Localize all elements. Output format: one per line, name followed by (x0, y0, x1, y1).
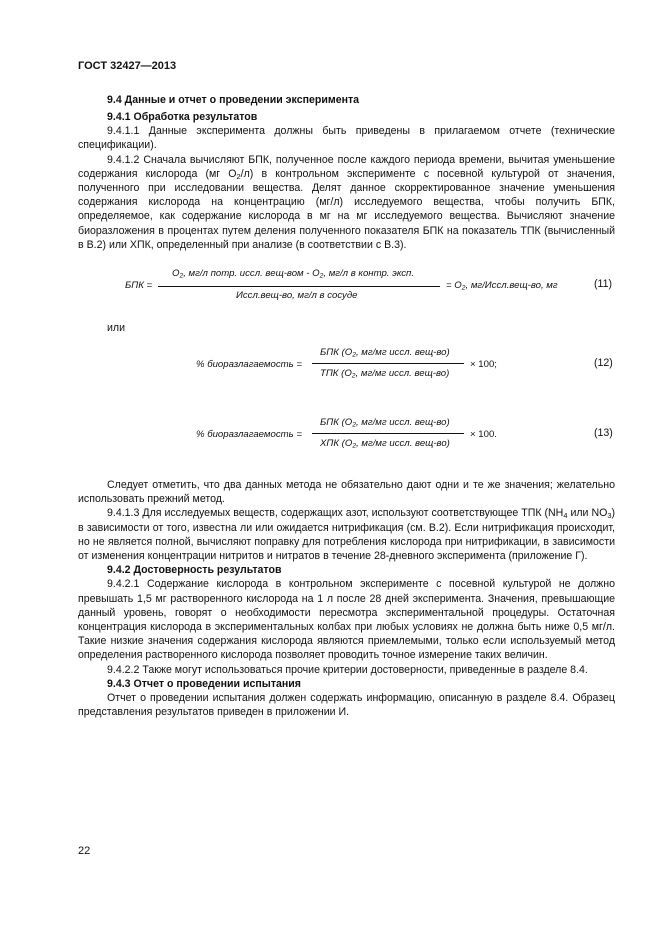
page-number: 22 (78, 845, 91, 857)
formula-13-multiplier: × 100. (470, 429, 497, 440)
formula-11-lhs: БПК = (125, 280, 153, 291)
paragraph-9412: 9.4.1.2 Сначала вычисляют БПК, полученное после каждого периода времени, вычитая уменьшение содержания кислорода (мг $O_2/л$) в контрольном эксперименте с посевной культурой от значения, полученного при исследовании вещества. Делят данное скорректированное значение уменьшения содержания кислорода на концентрацию (мг/л) исследуемого вещества, чтобы получить БПК, определяемое, как содержание кислорода в мг на мг исследуемого вещества. Вычисляют значение биоразложения в процентах путем деления полученного показателя БПК на показатель ТПК (вычисленный в В.2) или ХПК, определенный при анализе (в соответствии с В.3). (78, 153, 615, 251)
formula-12-numerator: БПК ($O_2$, мг/мг иссл. вещ-во) (320, 347, 450, 359)
formula-13-lhs: % биоразлагаемость = (196, 429, 302, 440)
formula-13-number: (13) (594, 427, 613, 439)
formula-11-denominator: Иссл.вещ-во, мг/л в сосуде (236, 290, 358, 301)
paragraph-report: Отчет о проведении испытания должен содержать информацию, описанную в разделе 8.4. Образец представления результатов приведен в приложении И. (78, 692, 615, 719)
or-word: или (107, 322, 126, 334)
paragraph-9421: 9.4.2.1 Содержание кислорода в контрольном эксперименте с посевной культурой не должно превышать 1,5 мг растворенного кислорода на 1 л после 28 дней эксперимента. Значения, превышающие данный уровень, говорят о необходимости пересмотра экспериментальной процедуры. Остаточная концентрация кислорода в экспериментальных колбах при любых условиях не должна быть ниже 0,5 мг/л. Такие низкие значения содержания кислорода являются приемлемыми, только если используемый метод определения растворенного кислорода позволяет проводить точное измерение таких величин. (78, 578, 615, 662)
formula-11-rhs: = $O_2$, мг/Иссл.вещ-во, мг (446, 280, 558, 292)
formula-12-lhs: % биоразлагаемость = (196, 359, 302, 370)
section-title: 9.4 Данные и отчет о проведении эксперимента (107, 94, 360, 106)
formula-13-denominator: ХПК ($O_2$, мг/мг иссл. вещ-во) (320, 438, 450, 450)
formula-12-number: (12) (594, 357, 613, 369)
paragraph-9422: 9.4.2.2 Также могут использоваться прочие критерии достоверности, приведенные в разделе 8.4. (107, 663, 588, 676)
formula-11-number: (11) (594, 278, 613, 290)
formula-11-fraction-bar (158, 286, 440, 287)
paragraph-9413: 9.4.1.3 Для исследуемых веществ, содержащих азот, используют соответствующее ТПК ($NH_4$ или $NO_3$) в зависимости от того, известна ли или ожидается нитрификация (см. В.2). Если нитрификация происходит, но не является полной, вычисляют поправку для потребления кислорода при нитрификации, в зависимости от изменения концентрации нитритов и нитратов в течение 28-дневного эксперимента (приложение Г). (78, 507, 615, 563)
paragraph-9411: 9.4.1.1 Данные эксперимента должны быть приведены в прилагаемом отчете (технические спецификации). (78, 125, 615, 152)
formula-12-multiplier: × 100; (470, 359, 497, 370)
heading-942: 9.4.2 Достоверность результатов (107, 564, 282, 577)
section-941-block (78, 110, 615, 252)
doc-code-header: ГОСТ 32427—2013 (78, 60, 177, 72)
formula-13-fraction-bar (312, 433, 464, 434)
results-block (78, 478, 615, 719)
heading-941: 9.4.1 Обработка результатов (107, 111, 258, 123)
heading-943: 9.4.3 Отчет о проведении испытания (107, 677, 301, 690)
paragraph-methods-note: Следует отметить, что два данных метода не обязательно дают одни и те же значения; желательно использовать прежний метод. (78, 479, 615, 506)
formula-12-fraction-bar (312, 363, 464, 364)
formula-12-denominator: ТПК ($O_2$, мг/мг иссл. вещ-во) (320, 368, 450, 380)
formula-13-numerator: БПК ($O_2$, мг/мг иссл. вещ-во) (320, 417, 450, 429)
formula-11-numerator: $O_2$, мг/л потр. иссл. $вещ-вом - O_2$, мг/л в контр. эксп. (172, 268, 415, 280)
